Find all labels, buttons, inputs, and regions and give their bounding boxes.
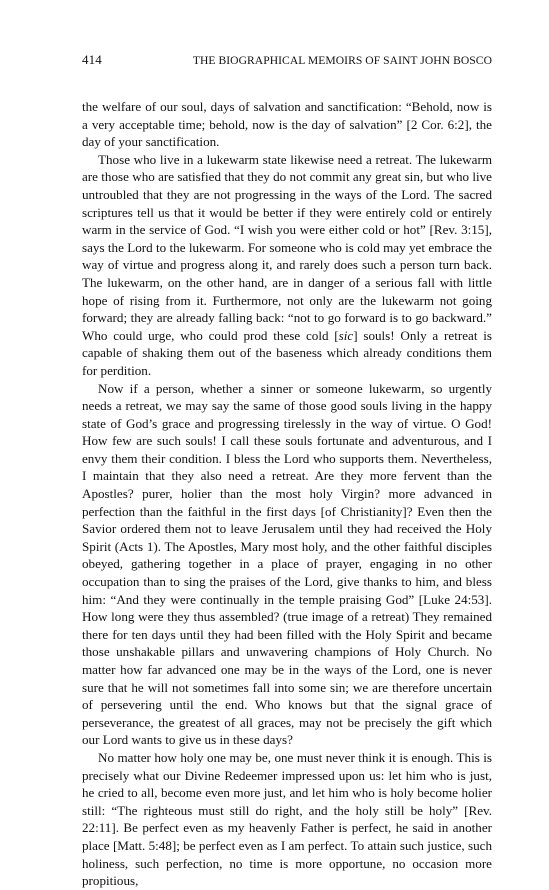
paragraph-text: the welfare of our soul, days of salvation and sanctification: “Behold, now is a very acceptable time; behold, now is the day of salvation” [2 Cor. 6:2], the day of your sanctification.	[82, 99, 492, 150]
paragraph-text: Those who live in a lukewarm state likewise need a retreat. The lukewarm are those who are satisfied that they do not commit any great sin, but who live untroubled that they are not progressing in the ways of the Lord. The sacred scriptures tell us that it would be better if they were entirely cold or entirely warm in the service of God. “I wish you were either cold or hot” [Rev. 3:15], says the Lord to the lukewarm. For someone who is cold may yet embrace the way of virtue and progress along it, and rarely does such a person turn back. The lukewarm, on the other hand, are in danger of a serious fall with little hope of rising from it. Furthermore, not only are the lukewarm not going forward; they are already falling back: “not to go forward is to go backward.” Who could urge, who could prod these cold [	[82, 151, 492, 343]
running-title: THE BIOGRAPHICAL MEMOIRS OF SAINT JOHN BOSCO	[192, 54, 492, 67]
paragraph	[82, 98, 492, 151]
running-head	[82, 52, 492, 72]
book-page	[82, 52, 492, 890]
italic-text: sic	[338, 327, 354, 343]
page-number: 414	[82, 52, 102, 67]
paragraph	[82, 380, 492, 749]
paragraph-text: ] souls! Only a retreat is capable of shaking them out of the baseness which already conditions them for perdition.	[82, 327, 492, 378]
paragraph	[82, 151, 492, 380]
paragraph	[82, 749, 492, 890]
body-text	[82, 98, 492, 890]
paragraph-text: No matter how holy one may be, one must never think it is enough. This is precisely what our Divine Redeemer impressed upon us: let him who is just, he cried to all, become even more just, and let him who is holy become holier still: “The righteous must still do right, and the holy still be holy” [Rev. 22:11]. Be perfect even as my heavenly Father is perfect, he said in another place [Matt. 5:48]; be perfect even as I am perfect. To attain such justice, such holiness, such perfection, no time is more opportune, no occasion more propitious,	[82, 749, 492, 889]
paragraph-text: Now if a person, whether a sinner or someone lukewarm, so urgently needs a retreat, we may say the same of those good souls living in the happy state of God’s grace and progressing tirelessly in the way of virtue. O God! How few are such souls! I call these souls fortunate and adventurous, and I envy them their condition. I bless the Lord who supports them. Nevertheless, I maintain that they also need a retreat. Are they more fervent than the Apostles? purer, holier than the most holy Virgin? more advanced in perfection than the faithful in the first days [of Christianity]? Even then the Savior ordered them not to leave Jerusalem until they had received the Holy Spirit (Acts 1). The Apostles, Mary most holy, and the other faithful disciples obeyed, gathering together in a place of prayer, engaging in no other occupation than to sing the praises of the Lord, give thanks to him, and bless him: “And they were continually in the temple praising God” [Luke 24:53]. How long were they thus assembled? (true image of a retreat) They remained there for ten days until they had been filled with the Holy Spirit and became those unshakable pillars and unwavering champions of Holy Church. No matter how far advanced one may be in the ways of the Lord, one is never sure that he will not sometimes fall into some sin; we are therefore uncertain of persevering until the end. Who knows but that the signal grace of perseverance, the greatest of all graces, may not be precisely the gift which our Lord wants to give us in these days?	[82, 380, 492, 748]
